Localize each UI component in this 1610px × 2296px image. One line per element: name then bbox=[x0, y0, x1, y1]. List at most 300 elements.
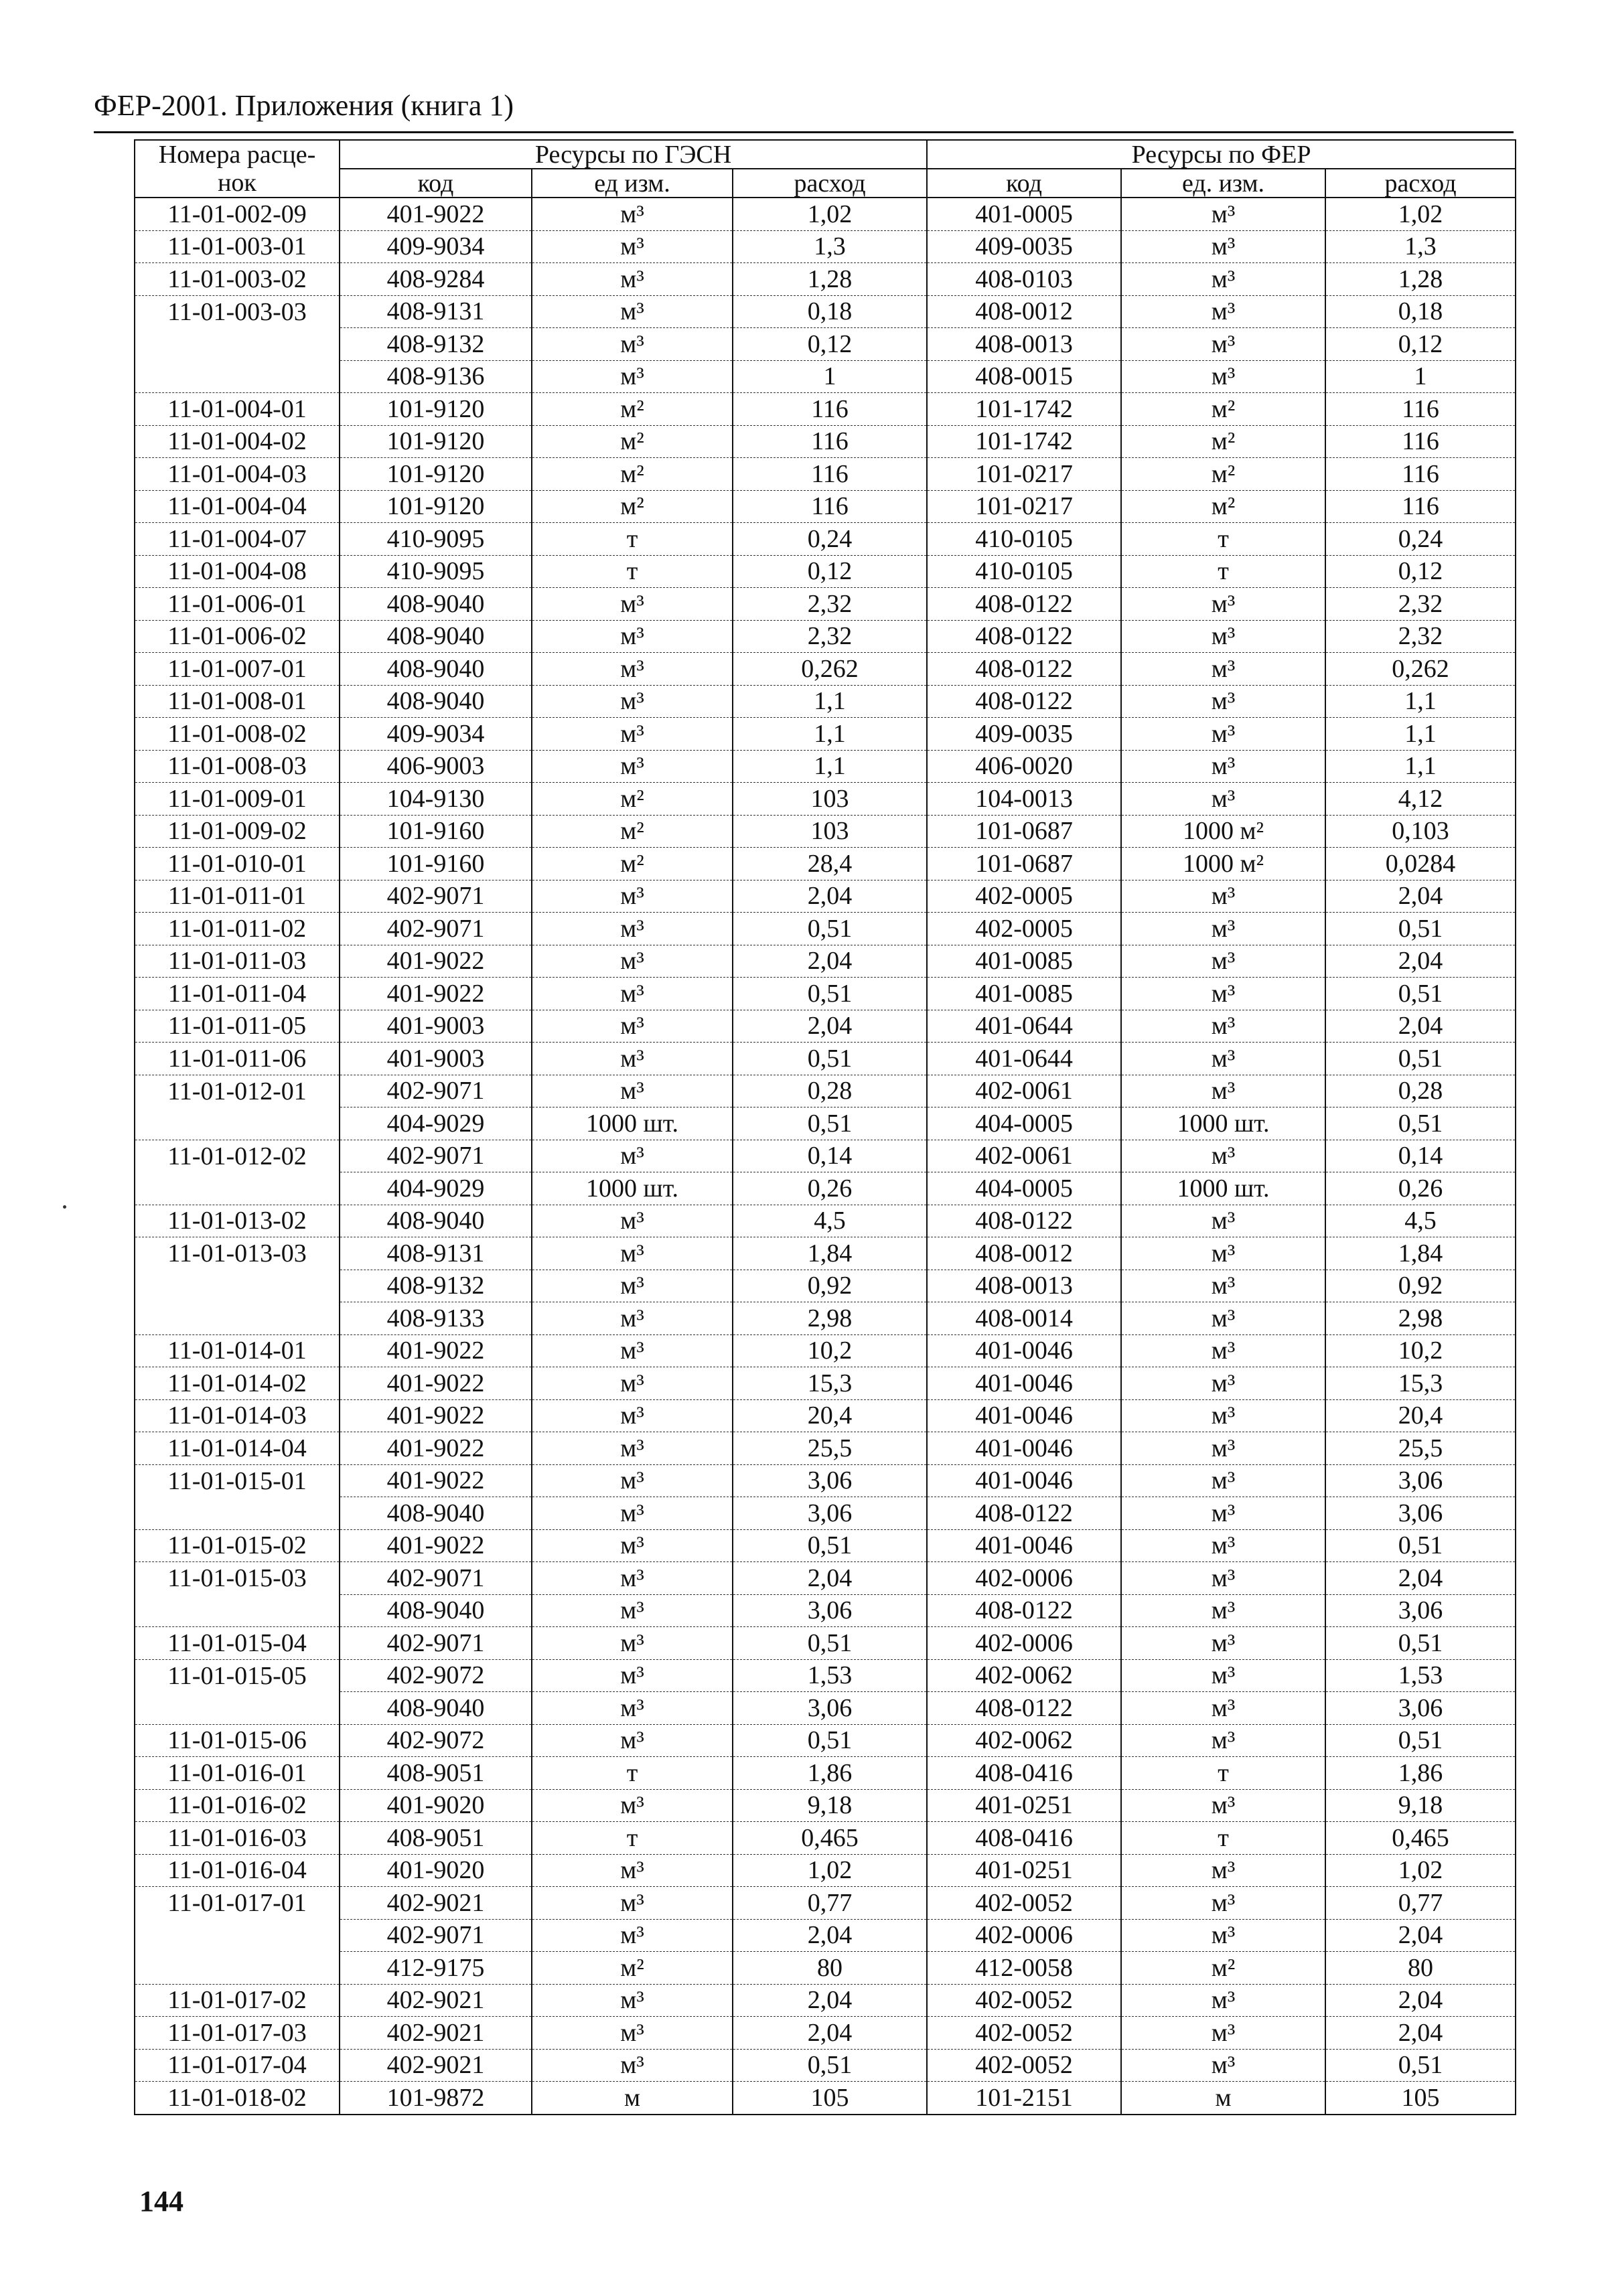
gesn-code-cell: 101-9120 bbox=[340, 393, 532, 426]
fer-unit-cell: м³ bbox=[1121, 1724, 1325, 1757]
gesn-code-cell: 101-9160 bbox=[340, 815, 532, 848]
table-row bbox=[135, 1043, 1516, 1075]
fer-unit-cell: м³ bbox=[1121, 588, 1325, 621]
gesn-unit-cell: м³ bbox=[532, 1497, 733, 1530]
gesn-unit-cell: м³ bbox=[532, 295, 733, 328]
fer-code-cell: 401-0046 bbox=[927, 1334, 1121, 1367]
gesn-code-cell: 401-9022 bbox=[340, 1399, 532, 1432]
rate-number-cell: 11-01-017-03 bbox=[135, 2017, 340, 2050]
page-number: 144 bbox=[139, 2185, 184, 2218]
gesn-code-cell: 401-9003 bbox=[340, 1043, 532, 1075]
table-row bbox=[135, 1205, 1516, 1237]
table-row bbox=[135, 295, 1516, 328]
fer-unit-cell: м³ bbox=[1121, 230, 1325, 263]
gesn-amount-cell: 0,51 bbox=[733, 1529, 927, 1562]
table-row bbox=[135, 1854, 1516, 1887]
gesn-unit-cell: м³ bbox=[532, 653, 733, 686]
table-row bbox=[135, 1334, 1516, 1367]
gesn-unit-cell: м³ bbox=[532, 1724, 733, 1757]
fer-amount-cell: 0,18 bbox=[1325, 295, 1516, 328]
gesn-code-cell: 402-9072 bbox=[340, 1724, 532, 1757]
fer-amount-cell: 0,51 bbox=[1325, 913, 1516, 945]
fer-code-cell: 101-0217 bbox=[927, 458, 1121, 491]
fer-amount-cell: 0,28 bbox=[1325, 1075, 1516, 1107]
table-row bbox=[135, 1270, 1516, 1302]
fer-unit-cell: м³ bbox=[1121, 620, 1325, 653]
fer-code-cell: 401-0046 bbox=[927, 1399, 1121, 1432]
gesn-code-cell: 408-9040 bbox=[340, 1594, 532, 1627]
gesn-unit-cell: м³ bbox=[532, 230, 733, 263]
gesn-code-cell: 409-9034 bbox=[340, 718, 532, 751]
fer-code-cell: 408-0122 bbox=[927, 1594, 1121, 1627]
gesn-amount-cell: 0,77 bbox=[733, 1887, 927, 1920]
gesn-amount-cell: 0,51 bbox=[733, 1107, 927, 1140]
gesn-amount-cell: 1,1 bbox=[733, 718, 927, 751]
fer-unit-cell: м³ bbox=[1121, 1464, 1325, 1497]
gesn-unit-cell: м³ bbox=[532, 1789, 733, 1822]
gesn-amount-cell: 2,04 bbox=[733, 1919, 927, 1952]
fer-code-cell: 402-0006 bbox=[927, 1562, 1121, 1595]
rate-number-cell: 11-01-014-04 bbox=[135, 1432, 340, 1465]
fer-amount-cell: 9,18 bbox=[1325, 1789, 1516, 1822]
fer-amount-header: расход bbox=[1325, 169, 1516, 198]
gesn-code-cell: 401-9022 bbox=[340, 1529, 532, 1562]
fer-code-cell: 401-0644 bbox=[927, 1010, 1121, 1043]
fer-unit-cell: м³ bbox=[1121, 783, 1325, 816]
table-row bbox=[135, 913, 1516, 945]
gesn-unit-cell: м³ bbox=[532, 1367, 733, 1400]
fer-unit-cell: м³ bbox=[1121, 1140, 1325, 1172]
fer-unit-cell: м³ bbox=[1121, 1205, 1325, 1237]
page-header: ФЕР-2001. Приложения (книга 1) bbox=[94, 89, 514, 122]
gesn-code-cell: 408-9051 bbox=[340, 1757, 532, 1790]
fer-amount-cell: 0,77 bbox=[1325, 1887, 1516, 1920]
gesn-unit-cell: м³ bbox=[532, 1399, 733, 1432]
fer-unit-cell: м³ bbox=[1121, 2049, 1325, 2082]
fer-amount-cell: 1,1 bbox=[1325, 685, 1516, 718]
rate-number-cell: 11-01-015-06 bbox=[135, 1724, 340, 1757]
gesn-amount-cell: 103 bbox=[733, 783, 927, 816]
gesn-amount-cell: 0,26 bbox=[733, 1172, 927, 1205]
table-row bbox=[135, 1010, 1516, 1043]
fer-code-cell: 402-0052 bbox=[927, 1984, 1121, 2017]
gesn-amount-cell: 0,51 bbox=[733, 978, 927, 1010]
fer-code-cell: 101-2151 bbox=[927, 2082, 1121, 2115]
gesn-code-cell: 410-9095 bbox=[340, 523, 532, 556]
gesn-code-cell: 408-9040 bbox=[340, 1205, 532, 1237]
fer-amount-cell: 10,2 bbox=[1325, 1334, 1516, 1367]
gesn-code-cell: 402-9071 bbox=[340, 913, 532, 945]
fer-code-cell: 408-0122 bbox=[927, 1205, 1121, 1237]
rate-number-cell: 11-01-004-02 bbox=[135, 425, 340, 458]
fer-code-cell: 408-0103 bbox=[927, 263, 1121, 296]
fer-unit-cell: т bbox=[1121, 1822, 1325, 1855]
table-row bbox=[135, 1399, 1516, 1432]
table-row bbox=[135, 945, 1516, 978]
gesn-amount-cell: 1,02 bbox=[733, 198, 927, 230]
table-row bbox=[135, 263, 1516, 296]
fer-amount-cell: 4,5 bbox=[1325, 1205, 1516, 1237]
gesn-amount-cell: 0,262 bbox=[733, 653, 927, 686]
rate-number-cell: 11-01-008-01 bbox=[135, 685, 340, 718]
table-row bbox=[135, 555, 1516, 588]
fer-code-cell: 402-0006 bbox=[927, 1919, 1121, 1952]
fer-unit-cell: м³ bbox=[1121, 913, 1325, 945]
gesn-unit-cell: м³ bbox=[532, 620, 733, 653]
gesn-unit-cell: м³ bbox=[532, 1302, 733, 1335]
fer-amount-cell: 3,06 bbox=[1325, 1594, 1516, 1627]
gesn-unit-cell: м³ bbox=[532, 198, 733, 230]
gesn-code-cell: 401-9022 bbox=[340, 1334, 532, 1367]
table-row bbox=[135, 198, 1516, 230]
gesn-code-cell: 101-9120 bbox=[340, 490, 532, 523]
gesn-code-cell: 401-9022 bbox=[340, 1367, 532, 1400]
fer-code-cell: 408-0012 bbox=[927, 1237, 1121, 1270]
fer-unit-cell: м³ bbox=[1121, 295, 1325, 328]
fer-code-cell: 402-0052 bbox=[927, 2049, 1121, 2082]
rate-number-cell: 11-01-003-03 bbox=[135, 295, 340, 328]
gesn-unit-cell: м² bbox=[532, 815, 733, 848]
gesn-unit-cell: м³ bbox=[532, 913, 733, 945]
table-row bbox=[135, 1075, 1516, 1107]
fer-unit-cell: м³ bbox=[1121, 263, 1325, 296]
resources-table bbox=[134, 139, 1516, 2115]
gesn-code-cell: 408-9284 bbox=[340, 263, 532, 296]
fer-unit-cell: м³ bbox=[1121, 1594, 1325, 1627]
gesn-amount-cell: 2,32 bbox=[733, 620, 927, 653]
fer-amount-cell: 0,51 bbox=[1325, 1043, 1516, 1075]
rate-number-cell: 11-01-016-03 bbox=[135, 1822, 340, 1855]
fer-code-cell: 408-0122 bbox=[927, 1692, 1121, 1725]
table-row bbox=[135, 1789, 1516, 1822]
gesn-code-cell: 402-9072 bbox=[340, 1659, 532, 1692]
gesn-unit-cell: м³ bbox=[532, 1627, 733, 1660]
gesn-unit-cell: м² bbox=[532, 458, 733, 491]
fer-amount-cell: 116 bbox=[1325, 458, 1516, 491]
gesn-unit-cell: м² bbox=[532, 490, 733, 523]
fer-amount-cell: 2,04 bbox=[1325, 2017, 1516, 2050]
fer-amount-cell: 0,51 bbox=[1325, 1627, 1516, 1660]
fer-amount-cell: 1,1 bbox=[1325, 750, 1516, 783]
rate-number-cell: 11-01-003-01 bbox=[135, 230, 340, 263]
fer-unit-cell: м³ bbox=[1121, 1789, 1325, 1822]
fer-unit-cell: м³ bbox=[1121, 1562, 1325, 1595]
fer-amount-cell: 80 bbox=[1325, 1952, 1516, 1985]
gesn-amount-cell: 2,04 bbox=[733, 1562, 927, 1595]
fer-amount-cell: 1,84 bbox=[1325, 1237, 1516, 1270]
rate-number-cell bbox=[135, 360, 340, 393]
gesn-unit-cell: м³ bbox=[532, 1237, 733, 1270]
fer-code-cell: 402-0062 bbox=[927, 1659, 1121, 1692]
gesn-resources-header: Ресурсы по ГЭСН bbox=[340, 140, 927, 169]
fer-unit-cell: м³ bbox=[1121, 718, 1325, 751]
gesn-code-header: код bbox=[340, 169, 532, 198]
gesn-unit-cell: м³ bbox=[532, 685, 733, 718]
gesn-code-cell: 402-9071 bbox=[340, 880, 532, 913]
fer-unit-cell: м³ bbox=[1121, 978, 1325, 1010]
gesn-unit-cell: м³ bbox=[532, 1529, 733, 1562]
table-body bbox=[135, 198, 1516, 2115]
fer-code-cell: 401-0046 bbox=[927, 1529, 1121, 1562]
fer-unit-cell: м² bbox=[1121, 1952, 1325, 1985]
table-row bbox=[135, 1692, 1516, 1725]
fer-amount-cell: 0,51 bbox=[1325, 978, 1516, 1010]
gesn-unit-cell: 1000 шт. bbox=[532, 1107, 733, 1140]
fer-amount-cell: 15,3 bbox=[1325, 1367, 1516, 1400]
rate-number-cell bbox=[135, 1172, 340, 1205]
table-row bbox=[135, 2082, 1516, 2115]
gesn-amount-header: расход bbox=[733, 169, 927, 198]
table-row bbox=[135, 815, 1516, 848]
fer-code-cell: 406-0020 bbox=[927, 750, 1121, 783]
gesn-code-cell: 401-9022 bbox=[340, 1432, 532, 1465]
gesn-amount-cell: 0,12 bbox=[733, 328, 927, 361]
fer-amount-cell: 1,1 bbox=[1325, 718, 1516, 751]
gesn-unit-cell: м³ bbox=[532, 2049, 733, 2082]
rate-number-cell: 11-01-014-03 bbox=[135, 1399, 340, 1432]
fer-code-cell: 408-0122 bbox=[927, 588, 1121, 621]
gesn-amount-cell: 116 bbox=[733, 393, 927, 426]
rate-number-cell: 11-01-017-04 bbox=[135, 2049, 340, 2082]
gesn-amount-cell: 0,51 bbox=[733, 913, 927, 945]
gesn-code-cell: 408-9040 bbox=[340, 1692, 532, 1725]
gesn-amount-cell: 1,1 bbox=[733, 750, 927, 783]
fer-unit-cell: м³ bbox=[1121, 360, 1325, 393]
fer-code-cell: 401-0046 bbox=[927, 1367, 1121, 1400]
fer-amount-cell: 2,98 bbox=[1325, 1302, 1516, 1335]
gesn-unit-cell: м³ bbox=[532, 1594, 733, 1627]
fer-amount-cell: 0,51 bbox=[1325, 1107, 1516, 1140]
gesn-amount-cell: 3,06 bbox=[733, 1464, 927, 1497]
table-row bbox=[135, 653, 1516, 686]
gesn-code-cell: 101-9120 bbox=[340, 425, 532, 458]
fer-unit-cell: м³ bbox=[1121, 653, 1325, 686]
gesn-code-cell: 408-9040 bbox=[340, 588, 532, 621]
gesn-code-cell: 408-9040 bbox=[340, 620, 532, 653]
gesn-unit-cell: м³ bbox=[532, 978, 733, 1010]
fer-unit-cell: м³ bbox=[1121, 1010, 1325, 1043]
fer-unit-cell: м³ bbox=[1121, 1692, 1325, 1725]
gesn-amount-cell: 116 bbox=[733, 490, 927, 523]
gesn-unit-cell: т bbox=[532, 1757, 733, 1790]
gesn-amount-cell: 2,04 bbox=[733, 2017, 927, 2050]
gesn-unit-cell: м³ bbox=[532, 588, 733, 621]
gesn-unit-cell: м² bbox=[532, 393, 733, 426]
table-row bbox=[135, 458, 1516, 491]
table-row bbox=[135, 750, 1516, 783]
fer-amount-cell: 2,04 bbox=[1325, 1984, 1516, 2017]
fer-amount-cell: 1,28 bbox=[1325, 263, 1516, 296]
fer-code-cell: 408-0122 bbox=[927, 653, 1121, 686]
gesn-code-cell: 101-9872 bbox=[340, 2082, 532, 2115]
rate-number-cell: 11-01-004-03 bbox=[135, 458, 340, 491]
rate-number-cell: 11-01-008-02 bbox=[135, 718, 340, 751]
rate-number-cell: 11-01-016-04 bbox=[135, 1854, 340, 1887]
gesn-amount-cell: 105 bbox=[733, 2082, 927, 2115]
fer-unit-cell: м³ bbox=[1121, 1043, 1325, 1075]
rate-number-cell bbox=[135, 1270, 340, 1302]
gesn-code-cell: 408-9040 bbox=[340, 653, 532, 686]
fer-unit-cell: м³ bbox=[1121, 328, 1325, 361]
gesn-unit-cell: м³ bbox=[532, 1562, 733, 1595]
rate-number-cell: 11-01-009-02 bbox=[135, 815, 340, 848]
table-row bbox=[135, 360, 1516, 393]
fer-unit-cell: м³ bbox=[1121, 1075, 1325, 1107]
gesn-unit-cell: т bbox=[532, 1822, 733, 1855]
rate-number-header: Номера расце-нок bbox=[135, 140, 340, 198]
gesn-amount-cell: 2,04 bbox=[733, 945, 927, 978]
table-row bbox=[135, 880, 1516, 913]
fer-amount-cell: 0,262 bbox=[1325, 653, 1516, 686]
gesn-code-cell: 402-9071 bbox=[340, 1627, 532, 1660]
gesn-code-cell: 401-9020 bbox=[340, 1789, 532, 1822]
rate-number-cell bbox=[135, 1497, 340, 1530]
gesn-code-cell: 401-9022 bbox=[340, 945, 532, 978]
rate-number-cell: 11-01-016-01 bbox=[135, 1757, 340, 1790]
rate-number-cell: 11-01-015-01 bbox=[135, 1464, 340, 1497]
rate-number-cell: 11-01-006-01 bbox=[135, 588, 340, 621]
gesn-amount-cell: 1,02 bbox=[733, 1854, 927, 1887]
fer-unit-cell: м³ bbox=[1121, 1237, 1325, 1270]
fer-code-cell: 101-0687 bbox=[927, 815, 1121, 848]
table-row bbox=[135, 1757, 1516, 1790]
table-row bbox=[135, 588, 1516, 621]
gesn-unit-cell: м³ bbox=[532, 880, 733, 913]
fer-unit-cell: м³ bbox=[1121, 1627, 1325, 1660]
rate-number-cell: 11-01-002-09 bbox=[135, 198, 340, 230]
rate-number-cell: 11-01-011-01 bbox=[135, 880, 340, 913]
gesn-unit-cell: м³ bbox=[532, 1010, 733, 1043]
gesn-amount-cell: 0,12 bbox=[733, 555, 927, 588]
gesn-unit-cell: м³ bbox=[532, 1464, 733, 1497]
gesn-amount-cell: 4,5 bbox=[733, 1205, 927, 1237]
fer-code-cell: 412-0058 bbox=[927, 1952, 1121, 1985]
fer-amount-cell: 0,92 bbox=[1325, 1270, 1516, 1302]
table-row bbox=[135, 230, 1516, 263]
table-row bbox=[135, 620, 1516, 653]
gesn-amount-cell: 15,3 bbox=[733, 1367, 927, 1400]
gesn-code-cell: 402-9071 bbox=[340, 1919, 532, 1952]
fer-amount-cell: 2,04 bbox=[1325, 945, 1516, 978]
gesn-code-cell: 402-9021 bbox=[340, 2049, 532, 2082]
gesn-unit-cell: м³ bbox=[532, 750, 733, 783]
gesn-code-cell: 402-9071 bbox=[340, 1075, 532, 1107]
fer-amount-cell: 0,51 bbox=[1325, 1724, 1516, 1757]
gesn-code-cell: 408-9051 bbox=[340, 1822, 532, 1855]
fer-unit-cell: м³ bbox=[1121, 1659, 1325, 1692]
fer-amount-cell: 3,06 bbox=[1325, 1497, 1516, 1530]
fer-amount-cell: 116 bbox=[1325, 490, 1516, 523]
rate-number-cell: 11-01-015-04 bbox=[135, 1627, 340, 1660]
rate-number-cell: 11-01-004-04 bbox=[135, 490, 340, 523]
fer-code-cell: 408-0122 bbox=[927, 685, 1121, 718]
fer-unit-cell: м³ bbox=[1121, 2017, 1325, 2050]
table-row bbox=[135, 425, 1516, 458]
table-row bbox=[135, 2049, 1516, 2082]
fer-code-cell: 408-0014 bbox=[927, 1302, 1121, 1335]
table-row bbox=[135, 1822, 1516, 1855]
gesn-amount-cell: 0,51 bbox=[733, 1627, 927, 1660]
fer-code-cell: 404-0005 bbox=[927, 1107, 1121, 1140]
gesn-unit-cell: м³ bbox=[532, 1043, 733, 1075]
gesn-amount-cell: 3,06 bbox=[733, 1497, 927, 1530]
table-row bbox=[135, 685, 1516, 718]
fer-code-cell: 408-0013 bbox=[927, 1270, 1121, 1302]
gesn-unit-cell: м³ bbox=[532, 1270, 733, 1302]
fer-unit-cell: м² bbox=[1121, 490, 1325, 523]
rate-number-cell: 11-01-017-01 bbox=[135, 1887, 340, 1920]
gesn-amount-cell: 116 bbox=[733, 458, 927, 491]
fer-amount-cell: 1 bbox=[1325, 360, 1516, 393]
fer-unit-cell: м³ bbox=[1121, 1367, 1325, 1400]
fer-amount-cell: 105 bbox=[1325, 2082, 1516, 2115]
table-row bbox=[135, 783, 1516, 816]
fer-code-cell: 408-0013 bbox=[927, 328, 1121, 361]
table-row bbox=[135, 1529, 1516, 1562]
table-row bbox=[135, 1724, 1516, 1757]
gesn-code-cell: 104-9130 bbox=[340, 783, 532, 816]
rate-number-cell: 11-01-011-03 bbox=[135, 945, 340, 978]
gesn-code-cell: 401-9003 bbox=[340, 1010, 532, 1043]
rate-number-cell: 11-01-003-02 bbox=[135, 263, 340, 296]
gesn-amount-cell: 0,51 bbox=[733, 1043, 927, 1075]
table-row bbox=[135, 848, 1516, 881]
gesn-unit-cell: м³ bbox=[532, 1887, 733, 1920]
gesn-unit-cell: м³ bbox=[532, 945, 733, 978]
gesn-code-cell: 408-9040 bbox=[340, 685, 532, 718]
fer-code-cell: 404-0005 bbox=[927, 1172, 1121, 1205]
fer-unit-cell: т bbox=[1121, 1757, 1325, 1790]
fer-unit-cell: м³ bbox=[1121, 880, 1325, 913]
gesn-amount-cell: 1,86 bbox=[733, 1757, 927, 1790]
fer-unit-cell: 1000 м² bbox=[1121, 848, 1325, 881]
fer-unit-cell: 1000 шт. bbox=[1121, 1107, 1325, 1140]
gesn-amount-cell: 3,06 bbox=[733, 1692, 927, 1725]
fer-amount-cell: 4,12 bbox=[1325, 783, 1516, 816]
fer-unit-cell: м³ bbox=[1121, 1984, 1325, 2017]
rate-number-cell: 11-01-004-08 bbox=[135, 555, 340, 588]
rate-number-cell: 11-01-015-05 bbox=[135, 1659, 340, 1692]
table-row bbox=[135, 1140, 1516, 1172]
gesn-amount-cell: 1 bbox=[733, 360, 927, 393]
fer-unit-cell: м³ bbox=[1121, 945, 1325, 978]
fer-unit-cell: м³ bbox=[1121, 198, 1325, 230]
rate-number-cell bbox=[135, 1594, 340, 1627]
fer-amount-cell: 2,04 bbox=[1325, 1919, 1516, 1952]
table-row bbox=[135, 718, 1516, 751]
fer-unit-cell: 1000 шт. bbox=[1121, 1172, 1325, 1205]
fer-code-cell: 402-0006 bbox=[927, 1627, 1121, 1660]
table-row bbox=[135, 490, 1516, 523]
gesn-amount-cell: 0,51 bbox=[733, 2049, 927, 2082]
gesn-code-cell: 408-9040 bbox=[340, 1497, 532, 1530]
fer-unit-cell: м bbox=[1121, 2082, 1325, 2115]
table-row bbox=[135, 1627, 1516, 1660]
rate-number-cell bbox=[135, 1952, 340, 1985]
table-row bbox=[135, 1237, 1516, 1270]
gesn-unit-cell: 1000 шт. bbox=[532, 1172, 733, 1205]
table-row bbox=[135, 2017, 1516, 2050]
gesn-unit-cell: м³ bbox=[532, 1432, 733, 1465]
rate-number-cell: 11-01-013-02 bbox=[135, 1205, 340, 1237]
gesn-unit-header: ед изм. bbox=[532, 169, 733, 198]
fer-unit-cell: 1000 м² bbox=[1121, 815, 1325, 848]
table-row bbox=[135, 328, 1516, 361]
fer-code-cell: 401-0085 bbox=[927, 978, 1121, 1010]
fer-unit-cell: м² bbox=[1121, 458, 1325, 491]
rate-number-cell: 11-01-015-02 bbox=[135, 1529, 340, 1562]
gesn-code-cell: 408-9132 bbox=[340, 1270, 532, 1302]
